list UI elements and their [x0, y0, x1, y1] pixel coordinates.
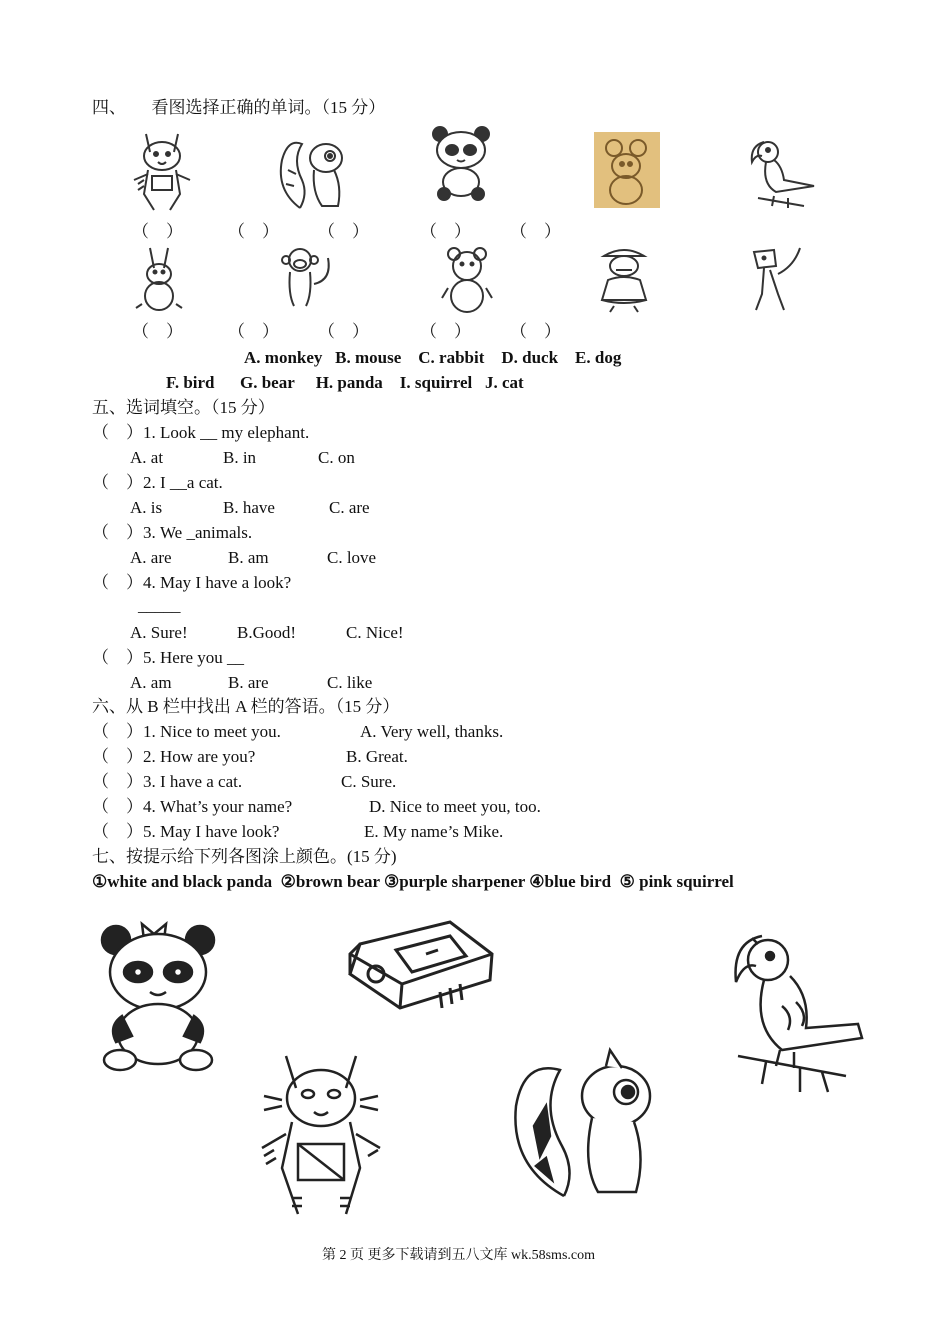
coloring-prompt: ①white and black panda ②brown bear ③purple sharpener ④blue bird ⑤ pink squirrel	[92, 872, 734, 891]
bird-icon	[744, 136, 818, 214]
rabbit-icon	[130, 244, 188, 314]
option-b: B.Good!	[237, 623, 297, 642]
section-5-heading: 五、选词填空。（15 分）	[92, 398, 275, 417]
match-question-2: （ ）2. How are you?	[92, 747, 256, 766]
option-c: C. are	[329, 498, 370, 517]
option-c: C. Nice!	[346, 623, 404, 642]
section-6-heading: 六、从 B 栏中找出 A 栏的答语。（15 分）	[92, 697, 400, 716]
match-answer-d: D. Nice to meet you, too.	[369, 797, 541, 816]
sharpener-icon	[340, 904, 502, 1022]
word-options-line-1: A. monkey B. mouse C. rabbit D. duck E. dog	[244, 348, 622, 367]
option-c: C. love	[327, 548, 377, 567]
panda-icon	[92, 916, 222, 1072]
match-answer-c: C. Sure.	[341, 772, 397, 791]
bird-icon	[722, 926, 866, 1118]
option-b: B. in	[223, 448, 257, 467]
question-4: （ ）4. May I have a look?	[92, 573, 292, 592]
squirrel-icon	[506, 1046, 666, 1200]
option-a: A. Sure!	[130, 623, 188, 642]
answer-blank[interactable]: （ ）	[228, 222, 279, 241]
monkey-icon	[274, 244, 336, 310]
bear-icon	[436, 244, 498, 316]
answer-blank[interactable]: （ ）	[420, 222, 471, 241]
question-1: （ ）1. Look __ my elephant.	[92, 423, 310, 442]
match-question-1: （ ）1. Nice to meet you.	[92, 722, 281, 741]
answer-blank[interactable]: （ ）	[228, 322, 279, 341]
option-b: B. am	[228, 548, 269, 567]
section-4-heading: 四、 看图选择正确的单词。（15 分）	[92, 98, 386, 117]
answer-blank[interactable]: （ ）	[132, 322, 183, 341]
question-5: （ ）5. Here you __	[92, 648, 245, 667]
answer-blank[interactable]: （ ）	[318, 322, 369, 341]
dog-icon	[744, 244, 806, 314]
answer-blank[interactable]: （ ）	[510, 222, 561, 241]
match-question-3: （ ）3. I have a cat.	[92, 772, 243, 791]
squirrel-icon	[272, 130, 354, 212]
page-footer: 第 2 页 更多下载请到五八文库 wk.58sms.com	[322, 1248, 595, 1263]
option-c: C. like	[327, 673, 373, 692]
match-answer-b: B. Great.	[346, 747, 408, 766]
panda-icon	[426, 122, 496, 202]
option-a: A. are	[130, 548, 172, 567]
option-c: C. on	[318, 448, 355, 467]
answer-blank[interactable]: （ ）	[132, 222, 183, 241]
duck-icon	[590, 244, 658, 314]
option-a: A. at	[130, 448, 164, 467]
question-3: （ ）3. We _animals.	[92, 523, 253, 542]
option-b: B. are	[228, 673, 269, 692]
cat-icon	[252, 1048, 390, 1218]
question-2: （ ）2. I __a cat.	[92, 473, 223, 492]
answer-blank[interactable]: （ ）	[510, 322, 561, 341]
answer-blank[interactable]: （ ）	[420, 322, 471, 341]
match-answer-a: A. Very well, thanks.	[360, 722, 504, 741]
section-7-heading: 七、按提示给下列各图涂上颜色。(15 分)	[92, 847, 397, 866]
option-a: A. am	[130, 673, 172, 692]
option-b: B. have	[223, 498, 275, 517]
answer-blank[interactable]: （ ）	[318, 222, 369, 241]
word-options-line-2: F. bird G. bear H. panda I. squirrel J. cat	[166, 373, 524, 392]
mouse-icon	[594, 132, 660, 208]
answer-line: _____	[138, 596, 181, 615]
cat-icon	[124, 124, 200, 216]
match-answer-e: E. My name’s Mike.	[364, 822, 504, 841]
match-question-4: （ ）4. What’s your name?	[92, 797, 293, 816]
match-question-5: （ ）5. May I have look?	[92, 822, 280, 841]
option-a: A. is	[130, 498, 163, 517]
